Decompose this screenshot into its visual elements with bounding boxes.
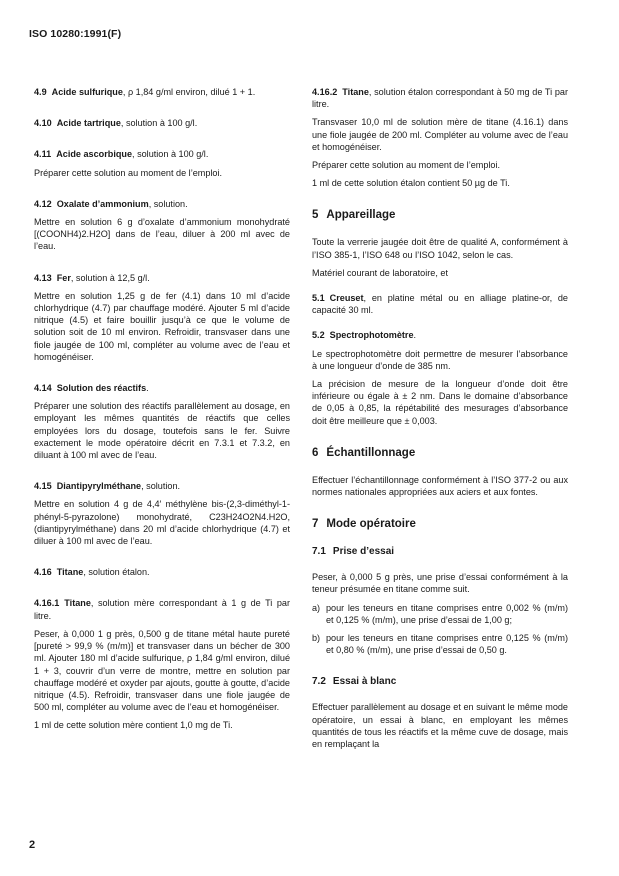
clause-4-10 — [34, 117, 290, 129]
section-heading-7 — [312, 517, 568, 532]
section-number: 5 — [312, 209, 319, 222]
clause-4-16 — [34, 566, 290, 578]
clause-4-11 — [34, 148, 290, 160]
paragraph: Matériel courant de laboratoire, et — [312, 267, 448, 278]
clause-title: Acide sulfurique — [51, 87, 123, 97]
section-title: Mode opératoire — [326, 518, 416, 531]
paragraph: Préparer cette solution au moment de l’emploi. — [312, 160, 501, 171]
section-heading-6 — [312, 446, 568, 461]
clause-title: Titane — [342, 87, 369, 97]
paragraph: Peser, à 0,000 5 g près, une prise d’essai conformément à la teneur présumée en titane comme suit. — [312, 572, 568, 595]
clause-number: 4.13 — [34, 272, 52, 283]
clause-text: . — [146, 383, 149, 394]
clause-title: Oxalate d’ammonium — [56, 198, 149, 209]
clause-5-2 — [312, 329, 568, 341]
left-column — [34, 86, 290, 732]
paragraph: Mettre en solution 4 g de 4,4′ méthylène bis-(2,3-diméthyl-1-phényl-5-pyrazolone) monohydraté, C23H24O2N4.H2O, (diantipyrylméthane) dans 20 ml d’acide chlorhydrique (4.7) et diluer à 100 ml avec de l’eau. — [34, 499, 290, 547]
clause-text: , en platine métal ou en alliage platine-or, de capacité 30 ml. — [312, 293, 568, 316]
paragraph: Mettre en solution 6 g d’oxalate d’ammonium monohydraté [(COONH4)2.H2O] dans de l’eau, diluer à 200 ml avec de l’eau. — [34, 217, 290, 252]
list-item-text: pour les teneurs en titane comprises entre 0,125 % (m/m) et 0,80 % (m/m), une prise d’essai de 0,50 g. — [326, 633, 568, 656]
section-number: 6 — [312, 446, 319, 459]
clause-4-12 — [34, 198, 290, 210]
clause-text: , solution. — [141, 481, 181, 492]
paragraph: Peser, à 0,000 1 g près, 0,500 g de titane métal haute pureté [pureté > 99,9 % (m/m)] et transvaser dans un bécher de 300 ml. Ajouter 180 ml d’acide sulfurique, ρ 1,84 g/ml environ, dilué 1 + 3, couvrir d’un verre de montre, mettre en solution par chauffage modéré et oxyder par ajouts, goutte à goutte, d’acide nitrique (4.5). Refroidir, transvaser dans une fiole jaugée de 500 ml, compléter au volume avec de l’eau et homogénéiser. — [34, 628, 290, 713]
clause-4-14 — [34, 382, 290, 394]
subsection-heading-7-2 — [312, 675, 568, 688]
clause-text: , solution à 100 g/l. — [132, 149, 209, 160]
clause-4-13 — [34, 272, 290, 284]
clause-text: , solution étalon correspondant à 50 mg de Ti par litre. — [312, 87, 568, 110]
document-header: ISO 10280:1991(F) — [29, 28, 122, 40]
clause-4-16-1 — [34, 597, 290, 621]
section-title: Échantillonnage — [326, 446, 416, 459]
clause-number: 4.12 — [34, 198, 52, 209]
clause-number: 5.2 — [312, 330, 325, 341]
section-heading-5 — [312, 208, 568, 223]
clause-number: 4.14 — [34, 383, 52, 394]
clause-title: Solution des réactifs — [56, 383, 147, 394]
clause-title: Titane — [64, 598, 91, 609]
clause-text: . — [413, 330, 417, 341]
clause-title: Acide ascorbique — [56, 149, 133, 160]
clause-text: , ρ 1,84 g/ml environ, dilué 1 + 1. — [122, 87, 256, 97]
section-title: Appareillage — [326, 209, 396, 222]
paragraph: 1 ml de cette solution mère contient 1,0 mg de Ti. — [34, 720, 233, 731]
clause-number: 4.16.1 — [34, 598, 60, 609]
paragraph: Préparer une solution des réactifs parallèlement au dosage, en employant les mêmes quantités de réactifs que celles employées lors du dosage, toutefois sans le fer. Suivre exactement le mode opératoire décrit en 7.3.1 et 7.3.2, en diluant à 100 ml avec de l’eau. — [34, 401, 290, 461]
section-number: 7.1 — [312, 546, 326, 558]
paragraph: Préparer cette solution au moment de l’emploi. — [34, 167, 223, 178]
clause-number: 4.16 — [34, 567, 52, 578]
paragraph: Transvaser 10,0 ml de solution mère de titane (4.16.1) dans une fiole jaugée de 200 ml. Compléter au volume avec de l’eau et homogénéiser. — [312, 117, 568, 152]
clause-title: Spectrophotomètre — [329, 330, 414, 341]
page-number: 2 — [29, 839, 36, 851]
list-item — [312, 602, 568, 626]
clause-title: Acide tartrique — [56, 118, 121, 129]
section-number: 7 — [312, 518, 319, 531]
clause-text: , solution à 12,5 g/l. — [70, 272, 150, 283]
clause-text: , solution mère correspondant à 1 g de Ti par litre. — [34, 598, 290, 621]
clause-number: 4.16.2 — [312, 87, 338, 97]
paragraph: Effectuer l’échantillonnage conformément à l’ISO 377-2 ou aux normes nationales appropriées aux aciers et aux fontes. — [312, 474, 568, 498]
section-title: Essai à blanc — [332, 676, 397, 688]
clause-4-15 — [34, 480, 290, 492]
list-item-label: a) — [312, 602, 321, 613]
clause-4-9 — [34, 86, 290, 98]
clause-number: 5.1 — [312, 293, 325, 304]
clause-title: Diantipyrylméthane — [56, 481, 142, 492]
clause-title: Creuset — [329, 293, 364, 304]
paragraph: Toute la verrerie jaugée doit être de qualité A, conformément à l’ISO 385-1, l’ISO 648 ou l’ISO 1042, selon le cas. — [312, 237, 568, 260]
right-column — [312, 86, 568, 750]
subsection-heading-7-1 — [312, 545, 568, 558]
paragraph: 1 ml de cette solution étalon contient 50 µg de Ti. — [312, 178, 510, 189]
section-number: 7.2 — [312, 676, 326, 688]
clause-text: , solution. — [148, 198, 188, 209]
clause-5-1 — [312, 292, 568, 316]
clause-number: 4.15 — [34, 481, 52, 492]
clause-text: , solution étalon. — [83, 567, 150, 578]
paragraph: Effectuer parallèlement au dosage et en suivant le même mode opératoire, un essai à blanc, en employant les mêmes quantités de tous les réactifs et la même cuve de dosage, mais en remplaçant la — [312, 702, 568, 750]
section-title: Prise d’essai — [332, 546, 395, 558]
clause-number: 4.11 — [34, 149, 52, 160]
clause-number: 4.9 — [34, 87, 47, 97]
paragraph: Le spectrophotomètre doit permettre de mesurer l’absorbance à une longueur d’onde de 385 nm. — [312, 348, 568, 371]
list-item — [312, 632, 568, 656]
clause-text: , solution à 100 g/l. — [120, 118, 198, 129]
clause-title: Titane — [56, 567, 84, 578]
clause-4-16-2 — [312, 86, 568, 110]
paragraph: Mettre en solution 1,25 g de fer (4.1) dans 10 ml d’acide chlorhydrique (4.7) par chauffage modéré. Ajouter 5 ml d’acide nitrique (4.5) et faire bouillir jusqu’à ce que le volume de solution soit de 10 ml environ. Refroidir, transvaser dans une fiole jaugée de 100 ml, compléter au volume avec de l’eau et homogénéiser. — [34, 290, 290, 362]
paragraph: La précision de mesure de la longueur d’onde doit être inférieure ou égale à ± 2 nm. Dans le domaine d’absorbance de 0,05 à 0,85, la répétabilité des mesurages d’absorbance doit être meilleure que ± 0,003. — [312, 379, 568, 426]
list-item-text: pour les teneurs en titane comprises entre 0,002 % (m/m) et 0,125 % (m/m), une prise d’essai de 1,00 g; — [326, 602, 568, 625]
list-item-label: b) — [312, 633, 321, 644]
clause-title: Fer — [56, 272, 71, 283]
clause-number: 4.10 — [34, 118, 52, 129]
